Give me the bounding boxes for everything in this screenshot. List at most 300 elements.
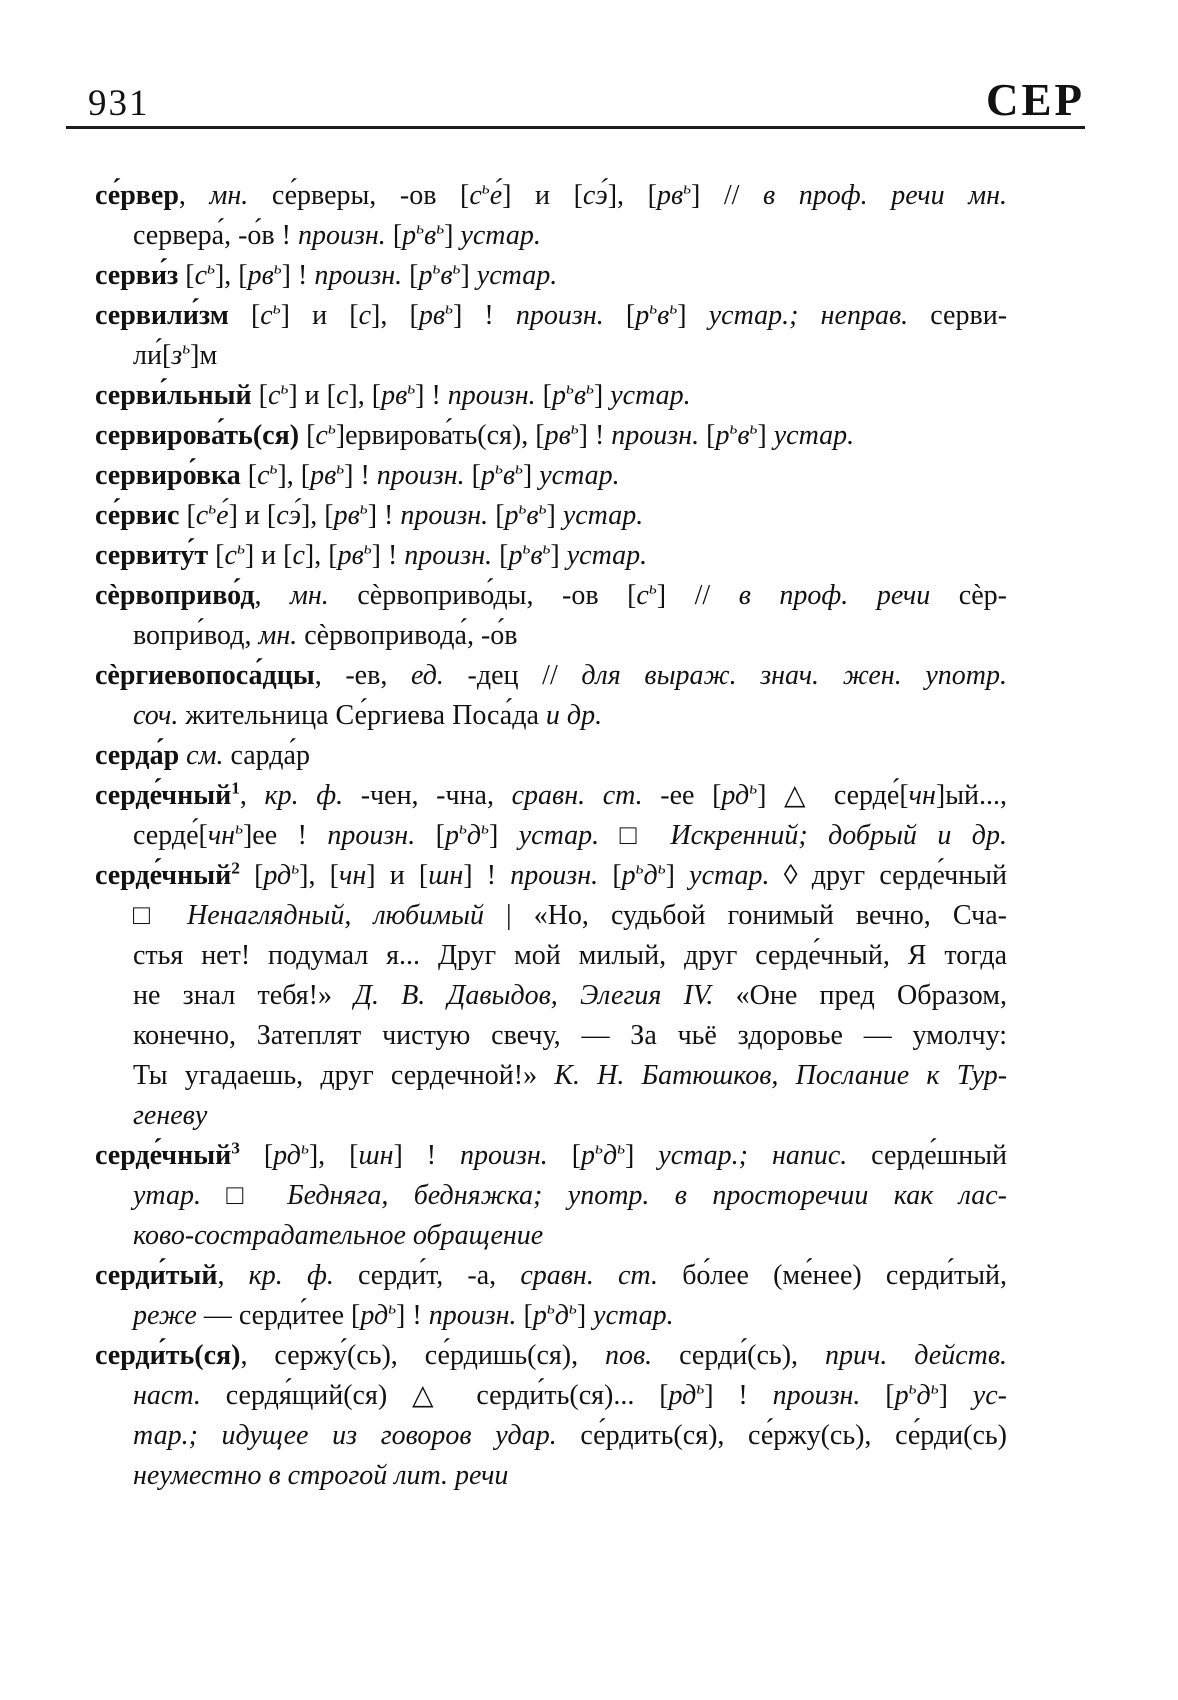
text-segment: сравн. ст. xyxy=(511,780,643,811)
text-segment: [ xyxy=(603,300,636,331)
text-segment: в xyxy=(573,380,587,411)
text-segment: устар. xyxy=(476,260,558,291)
text-segment: прич. действ. xyxy=(824,1340,1007,1371)
entry-line xyxy=(95,696,1007,736)
text-segment: ь xyxy=(481,818,489,838)
text-segment: произн. xyxy=(327,820,416,851)
text-segment: ь xyxy=(291,858,300,878)
text-segment: ь xyxy=(236,538,245,558)
text-segment: серди́т, -а, xyxy=(333,1260,521,1291)
text-segment: ] и [ xyxy=(244,540,293,571)
text-segment: ] ! xyxy=(452,300,516,331)
dictionary-entry xyxy=(95,1136,1007,1256)
text-segment: ] △ серде́[ xyxy=(757,780,909,811)
text-segment: ь xyxy=(586,378,594,398)
text-segment: устар.; xyxy=(708,300,799,331)
text-segment: с xyxy=(292,540,305,571)
text-segment: е́ xyxy=(216,500,229,531)
text-segment: произн. xyxy=(400,500,489,531)
text-segment: ] xyxy=(665,860,690,891)
text-segment: утар. xyxy=(133,1180,201,1211)
text-segment: Искренний; добрый и др. xyxy=(670,820,1007,851)
dictionary-entry xyxy=(95,1336,1007,1496)
dictionary-entry xyxy=(95,776,1007,856)
text-segment: [ xyxy=(178,260,195,291)
text-segment: ] xyxy=(546,500,563,531)
text-segment: К. Н. Батюшков, Послание к Тур- xyxy=(554,1060,1008,1091)
text-segment: ] xyxy=(550,540,567,571)
entry-line xyxy=(95,216,1007,256)
text-segment: ь xyxy=(930,1378,939,1398)
text-segment: [ xyxy=(208,540,225,571)
dictionary-entry xyxy=(95,256,1007,296)
text-segment: Бедняга, бедняжка; употр. в просторечии как лас- xyxy=(287,1180,1007,1211)
text-segment: ◊ друг серде́чный xyxy=(769,860,1007,891)
headword-text: серди́тый xyxy=(95,1260,218,1291)
text-segment: ь xyxy=(908,1378,917,1398)
text-segment: серде́шный xyxy=(847,1140,1008,1171)
text-segment: з xyxy=(171,340,183,371)
text-segment: ] xyxy=(444,220,461,251)
text-segment: 1 xyxy=(231,778,240,798)
entry-line xyxy=(95,1256,1007,1296)
text-segment: д xyxy=(602,1140,618,1171)
headword-text: се́рвер xyxy=(95,180,179,211)
text-segment: ], [ xyxy=(277,460,311,491)
text-segment: [ xyxy=(228,300,261,331)
text-segment: произн. xyxy=(611,420,700,451)
text-segment: [ xyxy=(299,420,316,451)
text-segment: рд xyxy=(273,1140,301,1171)
text-segment: ь xyxy=(648,578,657,598)
dictionary-entry xyxy=(95,656,1007,736)
text-segment: серви- xyxy=(908,300,1008,331)
text-segment: с xyxy=(257,460,270,491)
text-segment: Д. В. Давыдов, Элегия IV. xyxy=(354,980,714,1011)
text-segment: [ xyxy=(699,420,716,451)
text-segment: ] ! xyxy=(344,460,377,491)
text-segment: рд xyxy=(668,1380,697,1411)
text-segment: тар.; xyxy=(133,1420,198,1451)
text-segment: ] xyxy=(938,1380,973,1411)
entry-line xyxy=(95,1376,1007,1416)
text-segment: д xyxy=(466,820,482,851)
text-segment: ь xyxy=(269,458,278,478)
text-segment: сѐрвоприво́ды, -ов [ xyxy=(328,580,637,611)
text-segment: ь xyxy=(407,378,416,398)
text-segment: ь xyxy=(515,458,523,478)
text-segment: ], [ xyxy=(304,540,338,571)
text-segment: рд xyxy=(360,1300,389,1331)
text-segment: ь xyxy=(481,178,490,198)
text-segment: геневу xyxy=(133,1100,208,1131)
text-segment: ково-сострадательное обращение xyxy=(133,1220,544,1251)
text-segment: р xyxy=(894,1380,909,1411)
entry-line xyxy=(95,936,1007,976)
text-segment: [ xyxy=(415,820,445,851)
text-segment: ] ! xyxy=(371,540,405,571)
headword-text: сервиро́вка xyxy=(95,460,241,491)
text-segment: в xyxy=(440,260,453,291)
entry-line xyxy=(95,816,1007,856)
text-segment: ь xyxy=(300,1138,309,1158)
text-segment: произн. xyxy=(515,300,604,331)
text-segment: устар.; xyxy=(658,1140,749,1171)
text-segment: сѐрвопривода́, -о́в xyxy=(297,620,518,651)
text-segment: ь xyxy=(272,298,281,318)
text-segment: наст. xyxy=(133,1380,201,1411)
text-segment: [ xyxy=(535,380,552,411)
text-segment: мн. xyxy=(209,180,249,211)
text-segment: ед. xyxy=(410,660,444,691)
text-segment: ]ый..., xyxy=(935,780,1008,811)
text-segment: ли́[ xyxy=(133,340,172,371)
text-segment: , xyxy=(178,180,210,211)
text-segment: в xyxy=(502,460,515,491)
dictionary-entry xyxy=(95,496,1007,536)
text-segment: ь xyxy=(273,258,282,278)
text-segment: с xyxy=(315,420,328,451)
text-segment: р xyxy=(402,220,417,251)
text-segment: соч. xyxy=(133,700,179,731)
text-segment: произн. xyxy=(314,260,403,291)
text-segment: напис. xyxy=(771,1140,848,1171)
text-segment: ь xyxy=(538,498,547,518)
entry-line xyxy=(95,896,1007,936)
section-heading: СЕР xyxy=(986,75,1085,125)
text-segment: устар. xyxy=(562,500,644,531)
text-segment: ь xyxy=(327,418,336,438)
text-segment: рд xyxy=(721,780,750,811)
text-segment: устар. xyxy=(610,380,691,411)
text-segment: серди́(сь), xyxy=(652,1340,825,1371)
text-segment: произн. xyxy=(297,220,386,251)
text-segment: с xyxy=(335,380,349,411)
text-segment: рв xyxy=(418,300,446,331)
text-segment: д xyxy=(916,1380,931,1411)
text-segment: ь xyxy=(207,258,215,278)
text-segment: [ xyxy=(240,460,258,491)
text-segment xyxy=(748,1140,772,1171)
header-rule xyxy=(66,126,1085,129)
text-segment: ь xyxy=(617,1138,626,1158)
text-segment: ь xyxy=(452,258,461,278)
text-segment: ь xyxy=(336,458,345,478)
text-segment: конечно, Затеплят чистую свечу, — За чьё здоровье — умолчу: xyxy=(133,1020,1007,1051)
text-segment: ь xyxy=(359,498,368,518)
text-segment: р xyxy=(715,420,730,451)
entry-line xyxy=(95,856,1007,896)
text-segment: пов. xyxy=(605,1340,653,1371)
text-segment: [ xyxy=(385,220,403,251)
text-segment: ь xyxy=(518,498,527,518)
text-segment: ] и [ xyxy=(280,300,359,331)
text-segment: шн xyxy=(358,1140,394,1171)
text-segment: [ xyxy=(251,380,268,411)
text-segment: ] ! xyxy=(396,1300,429,1331)
text-segment: ], [ xyxy=(371,300,419,331)
text-segment: жительница Се́ргиева Поса́да xyxy=(178,700,546,731)
text-segment: ь xyxy=(494,458,503,478)
text-segment: р xyxy=(418,260,433,291)
text-segment: [ xyxy=(402,260,419,291)
text-segment: в xyxy=(526,500,539,531)
text-segment: , xyxy=(217,1260,249,1291)
text-segment: с xyxy=(636,580,649,611)
text-segment: , xyxy=(254,580,291,611)
entry-line xyxy=(95,1096,1007,1136)
text-segment: ь xyxy=(657,858,666,878)
text-segment: в xyxy=(424,220,437,251)
dictionary-entry xyxy=(95,1256,1007,1336)
text-segment: ] xyxy=(522,460,540,491)
text-segment: сервера́, -о́в ! xyxy=(133,220,298,251)
text-segment: 3 xyxy=(231,1138,240,1158)
page-number: 931 xyxy=(88,83,150,124)
text-segment: д xyxy=(554,1300,569,1331)
text-segment: [ xyxy=(464,460,481,491)
text-segment: ь xyxy=(546,1298,555,1318)
text-segment: сарда́р xyxy=(223,740,310,771)
dictionary-entry xyxy=(95,456,1007,496)
text-segment: [ xyxy=(239,1140,274,1171)
text-segment: стья нет! подумал я... Друг мой милый, друг серде́чный, Я тогда xyxy=(133,940,1007,971)
text-segment: кр. ф. xyxy=(264,780,344,811)
headword-text: серде́чный xyxy=(95,860,232,891)
text-segment: мн. xyxy=(290,580,329,611)
text-segment: устар. xyxy=(773,420,855,451)
text-segment: в проф. речи мн. xyxy=(763,180,1007,211)
text-segment: , сержу́(сь), се́рдишь(ся), xyxy=(240,1340,606,1371)
text-segment: ь xyxy=(436,218,445,238)
text-segment: ь xyxy=(696,1378,705,1398)
entry-line xyxy=(95,1176,1007,1216)
text-segment: р xyxy=(581,1140,596,1171)
text-segment: сѐр- xyxy=(930,580,1007,611)
text-segment: [ xyxy=(179,500,196,531)
text-segment: ь xyxy=(669,298,678,318)
text-segment: рд xyxy=(263,860,292,891)
text-segment: ] ! xyxy=(415,380,448,411)
text-segment: ь xyxy=(635,858,644,878)
text-segment: в проф. речи xyxy=(738,580,931,611)
text-segment: ь xyxy=(683,178,691,198)
headword-text: серви́з xyxy=(95,260,179,291)
text-segment: р xyxy=(444,820,459,851)
text-segment: ] // xyxy=(691,180,764,211)
text-segment: ]ервирова́ть(ся), [ xyxy=(335,420,545,451)
text-segment: се́рверы, -ов [ xyxy=(248,180,470,211)
text-segment: ь xyxy=(388,1298,397,1318)
dictionary-entry xyxy=(95,576,1007,656)
text-segment: и др. xyxy=(545,700,603,731)
text-segment: реже xyxy=(133,1300,197,1331)
text-segment: ], [ xyxy=(299,860,339,891)
text-segment: сэ́ xyxy=(582,180,608,211)
text-segment: , xyxy=(239,780,265,811)
dictionary-entry xyxy=(95,176,1007,256)
text-segment: | «Но, судьбой гонимый вечно, Сча- xyxy=(483,900,1007,931)
headword-text: серде́чный xyxy=(95,1140,232,1171)
text-segment: □ xyxy=(201,1180,288,1211)
text-segment: неуместно в строгой лит. речи xyxy=(133,1460,509,1491)
entry-line xyxy=(95,256,1007,296)
text-segment: ь xyxy=(208,498,217,518)
text-segment: ] xyxy=(576,1300,594,1331)
text-segment xyxy=(198,1420,222,1451)
text-segment: ь xyxy=(432,258,441,278)
text-segment: ], [ xyxy=(607,180,657,211)
headword-text: сѐрвоприво́д xyxy=(95,580,255,611)
text-segment: [ xyxy=(547,1140,582,1171)
text-segment: ], [ xyxy=(300,500,334,531)
dictionary-entry xyxy=(95,416,1007,456)
text-segment: д xyxy=(643,860,658,891)
text-segment: ь xyxy=(182,338,191,358)
text-segment: ь xyxy=(458,818,467,838)
text-segment: ] ! xyxy=(463,860,511,891)
text-segment: устар. xyxy=(566,540,648,571)
text-segment: р xyxy=(532,1300,547,1331)
entry-line xyxy=(95,1456,1007,1496)
text-segment: произн. xyxy=(376,460,465,491)
text-segment: мн. xyxy=(258,620,298,651)
entry-line xyxy=(95,1056,1007,1096)
headword-text: серви́льный xyxy=(95,380,252,411)
text-segment: , -ев, xyxy=(314,660,411,691)
text-segment: произн. xyxy=(404,540,493,571)
entry-line xyxy=(95,296,1007,336)
text-segment: произн. xyxy=(447,380,536,411)
text-segment: в xyxy=(737,420,750,451)
text-segment: с xyxy=(268,380,281,411)
text-segment: р xyxy=(551,380,566,411)
text-segment: ] и [ xyxy=(228,500,277,531)
text-segment: вопри́вод, xyxy=(133,620,259,651)
headword-text: серди́ть(ся) xyxy=(95,1340,241,1371)
text-segment: ь xyxy=(570,418,579,438)
text-segment: рв xyxy=(544,420,571,451)
text-segment: ] xyxy=(625,1140,659,1171)
text-segment: — серди́тее [ xyxy=(196,1300,361,1331)
dictionary-entry xyxy=(95,296,1007,376)
text-segment: ] и [ xyxy=(502,180,583,211)
text-segment: с xyxy=(260,300,273,331)
text-segment: ] xyxy=(593,380,611,411)
text-segment: не знал тебя!» xyxy=(133,980,355,1011)
text-segment: для выраж. знач. жен. употр. xyxy=(581,660,1007,691)
text-segment: ь xyxy=(729,418,738,438)
entry-line xyxy=(95,176,1007,216)
text-segment: [ xyxy=(598,860,622,891)
dictionary-entry xyxy=(95,856,1007,1136)
entry-line xyxy=(95,576,1007,616)
text-segment: ь xyxy=(235,818,243,838)
text-segment: серде́[ xyxy=(133,820,208,851)
text-segment: р xyxy=(621,860,636,891)
text-segment: в xyxy=(657,300,670,331)
text-segment: ь xyxy=(416,218,425,238)
entries xyxy=(95,176,1007,1496)
text-segment: ] ! xyxy=(704,1380,773,1411)
text-segment: произн. xyxy=(428,1300,517,1331)
text-segment: □ xyxy=(599,820,671,851)
text-segment: устар. xyxy=(689,860,770,891)
headword-text: серда́р xyxy=(95,740,180,771)
text-segment: рв xyxy=(310,460,337,491)
text-segment: [ xyxy=(239,860,264,891)
text-segment: ь xyxy=(280,378,289,398)
text-segment: рв xyxy=(247,260,274,291)
text-segment: ь xyxy=(568,1298,577,1318)
text-segment: р xyxy=(504,500,519,531)
entry-line xyxy=(95,1336,1007,1376)
text-segment: ] xyxy=(757,420,774,451)
text-segment: е́ xyxy=(489,180,503,211)
text-segment: с xyxy=(195,500,209,531)
text-segment: рв xyxy=(337,540,364,571)
dictionary-entry xyxy=(95,736,1007,776)
entry-line xyxy=(95,656,1007,696)
text-segment: устар. xyxy=(593,1300,674,1331)
text-segment: [ xyxy=(516,1300,533,1331)
text-segment: -дец // xyxy=(443,660,582,691)
text-segment: ь xyxy=(595,1138,603,1158)
text-segment: ] xyxy=(677,300,709,331)
text-segment: ] ! xyxy=(367,500,401,531)
entry-line xyxy=(95,1416,1007,1456)
text-segment: р xyxy=(480,460,495,491)
text-segment: рв xyxy=(381,380,408,411)
entry-line xyxy=(95,536,1007,576)
text-segment: произн. xyxy=(459,1140,548,1171)
text-segment: сравн. ст. xyxy=(520,1260,658,1291)
text-segment: [ xyxy=(492,540,509,571)
text-segment: рв xyxy=(333,500,360,531)
text-segment: р xyxy=(635,300,650,331)
text-segment xyxy=(798,300,820,331)
entry-line xyxy=(95,1016,1007,1056)
headword-text: сервирова́ть(ся) xyxy=(95,420,300,451)
text-segment: в xyxy=(530,540,543,571)
text-segment: ], [ xyxy=(348,380,382,411)
text-segment: ] ! xyxy=(281,260,315,291)
entry-line xyxy=(95,1216,1007,1256)
text-segment: произн. xyxy=(772,1380,861,1411)
entry-line xyxy=(95,496,1007,536)
text-segment: ] и [ xyxy=(366,860,429,891)
entry-line xyxy=(95,1136,1007,1176)
text-segment: с xyxy=(224,540,237,571)
entry-line xyxy=(95,616,1007,656)
text-segment: ]ее ! xyxy=(242,820,328,851)
text-segment: ] и [ xyxy=(288,380,336,411)
text-segment: шн xyxy=(428,860,464,891)
text-segment: ь xyxy=(749,778,758,798)
text-segment: ь xyxy=(749,418,758,438)
text-segment: ], [ xyxy=(214,260,248,291)
text-segment: чн xyxy=(207,820,236,851)
headword-text: сервиту́т xyxy=(95,540,209,571)
entry-line xyxy=(95,456,1007,496)
text-segment: с xyxy=(469,180,482,211)
text-segment: неправ. xyxy=(820,300,909,331)
text-segment: ь xyxy=(522,538,531,558)
text-segment: ] ! xyxy=(393,1140,460,1171)
text-segment: с xyxy=(194,260,208,291)
text-segment: ь xyxy=(649,298,658,318)
entry-line xyxy=(95,776,1007,816)
